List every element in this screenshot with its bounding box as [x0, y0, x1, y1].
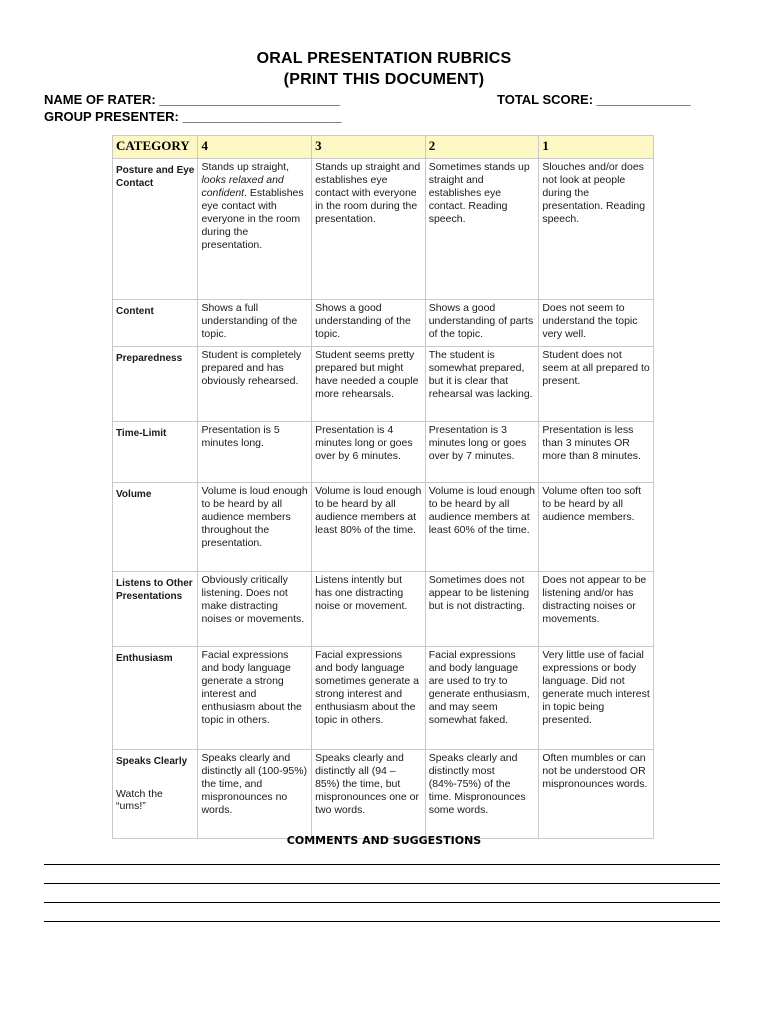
name-of-rater-field[interactable]: NAME OF RATER: _________________________: [44, 92, 341, 107]
criteria-cell-2: Sometimes stands up straight and establishes eye contact. Reading speech.: [425, 159, 539, 300]
table-row: [113, 347, 654, 422]
criteria-cell-2: Volume is loud enough to be heard by all audience members at least 60% of the time.: [425, 483, 539, 572]
total-score-field[interactable]: TOTAL SCORE: _____________: [497, 92, 691, 107]
header-score-3: 3: [312, 136, 426, 159]
table-row: [113, 422, 654, 483]
criteria-cell-4: Volume is loud enough to be heard by all audience members throughout the presentation.: [198, 483, 312, 572]
criteria-cell-3: Student seems pretty prepared but might have needed a couple more rehearsals.: [312, 347, 426, 422]
criteria-text: . Establishes eye contact with everyone in the room during the presentation.: [201, 187, 304, 251]
criteria-cell-1: Does not appear to be listening and/or has distracting noises or movements.: [539, 572, 654, 647]
category-cell: Listens to Other Presentations: [113, 572, 198, 647]
category-label: Speaks Clearly: [116, 756, 188, 767]
criteria-cell-4: [198, 159, 312, 300]
category-cell: Volume: [113, 483, 198, 572]
criteria-cell-1: Slouches and/or does not look at people during the presentation. Reading speech.: [539, 159, 654, 300]
header-category: CATEGORY: [113, 136, 198, 159]
criteria-cell-2: Speaks clearly and distinctly most (84%-75%) of the time. Mispronounces some words.: [425, 750, 539, 839]
criteria-cell-3: Stands up straight and establishes eye contact with everyone in the room during the presentation.: [312, 159, 426, 300]
criteria-cell-4: Speaks clearly and distinctly all (100-95%) the time, and mispronounces no words.: [198, 750, 312, 839]
table-row: [113, 647, 654, 750]
criteria-cell-4: Student is completely prepared and has obviously rehearsed.: [198, 347, 312, 422]
category-cell: Preparedness: [113, 347, 198, 422]
criteria-cell-2: The student is somewhat prepared, but it is clear that rehearsal was lacking.: [425, 347, 539, 422]
table-row: [113, 750, 654, 839]
criteria-cell-1: Student does not seem at all prepared to present.: [539, 347, 654, 422]
criteria-cell-2: Facial expressions and body language are used to try to generate enthusiasm, and may seem somewhat faked.: [425, 647, 539, 750]
criteria-cell-4: Facial expressions and body language generate a strong interest and enthusiasm about the topic in others.: [198, 647, 312, 750]
criteria-cell-1: Very little use of facial expressions or body language. Did not generate much interest in topic being presented.: [539, 647, 654, 750]
criteria-cell-3: Shows a good understanding of the topic.: [312, 300, 426, 347]
criteria-cell-3: Facial expressions and body language sometimes generate a strong interest and enthusiasm about the topic in others.: [312, 647, 426, 750]
table-row: [113, 300, 654, 347]
document-title-line-2: (PRINT THIS DOCUMENT): [283, 71, 485, 88]
criteria-text: Stands up straight,: [201, 161, 290, 173]
comment-line[interactable]: [44, 864, 720, 865]
criteria-cell-2: Presentation is 3 minutes long or goes over by 7 minutes.: [425, 422, 539, 483]
header-score-4: 4: [198, 136, 312, 159]
group-presenter-field[interactable]: GROUP PRESENTER: ______________________: [44, 109, 342, 124]
criteria-cell-2: Shows a good understanding of parts of the topic.: [425, 300, 539, 347]
criteria-emphasis: looks relaxed and confident: [201, 174, 284, 199]
criteria-cell-1: Often mumbles or can not be understood OR mispronounces words.: [539, 750, 654, 839]
criteria-cell-1: Does not seem to understand the topic very well.: [539, 300, 654, 347]
comments-heading: COMMENTS AND SUGGESTIONS: [286, 834, 482, 847]
criteria-cell-4: Obviously critically listening. Does not make distracting noises or movements.: [198, 572, 312, 647]
category-cell: Enthusiasm: [113, 647, 198, 750]
criteria-cell-1: Presentation is less than 3 minutes OR more than 8 minutes.: [539, 422, 654, 483]
category-cell: Content: [113, 300, 198, 347]
table-row: [113, 159, 654, 300]
rubric-header-row: [113, 136, 654, 159]
comment-line[interactable]: [44, 921, 720, 922]
category-note: Watch the “ums!”: [116, 788, 163, 812]
category-cell: Time-Limit: [113, 422, 198, 483]
table-row: [113, 483, 654, 572]
criteria-cell-3: Presentation is 4 minutes long or goes over by 6 minutes.: [312, 422, 426, 483]
table-row: [113, 572, 654, 647]
criteria-cell-2: Sometimes does not appear to be listening but is not distracting.: [425, 572, 539, 647]
criteria-cell-4: Shows a full understanding of the topic.: [198, 300, 312, 347]
criteria-cell-4: Presentation is 5 minutes long.: [198, 422, 312, 483]
category-cell: Posture and Eye Contact: [113, 159, 198, 300]
criteria-cell-1: Volume often too soft to be heard by all audience members.: [539, 483, 654, 572]
rubric-table: [112, 135, 654, 839]
criteria-cell-3: Speaks clearly and distinctly all (94 – 85%) the time, but mispronounces one or two words.: [312, 750, 426, 839]
document-title-line-1: ORAL PRESENTATION RUBRICS: [256, 50, 512, 67]
criteria-cell-3: Listens intently but has one distracting noise or movement.: [312, 572, 426, 647]
header-score-2: 2: [425, 136, 539, 159]
criteria-cell-3: Volume is loud enough to be heard by all audience members at least 80% of the time.: [312, 483, 426, 572]
category-cell: [113, 750, 198, 839]
comment-line[interactable]: [44, 883, 720, 884]
comment-line[interactable]: [44, 902, 720, 903]
header-score-1: 1: [539, 136, 654, 159]
